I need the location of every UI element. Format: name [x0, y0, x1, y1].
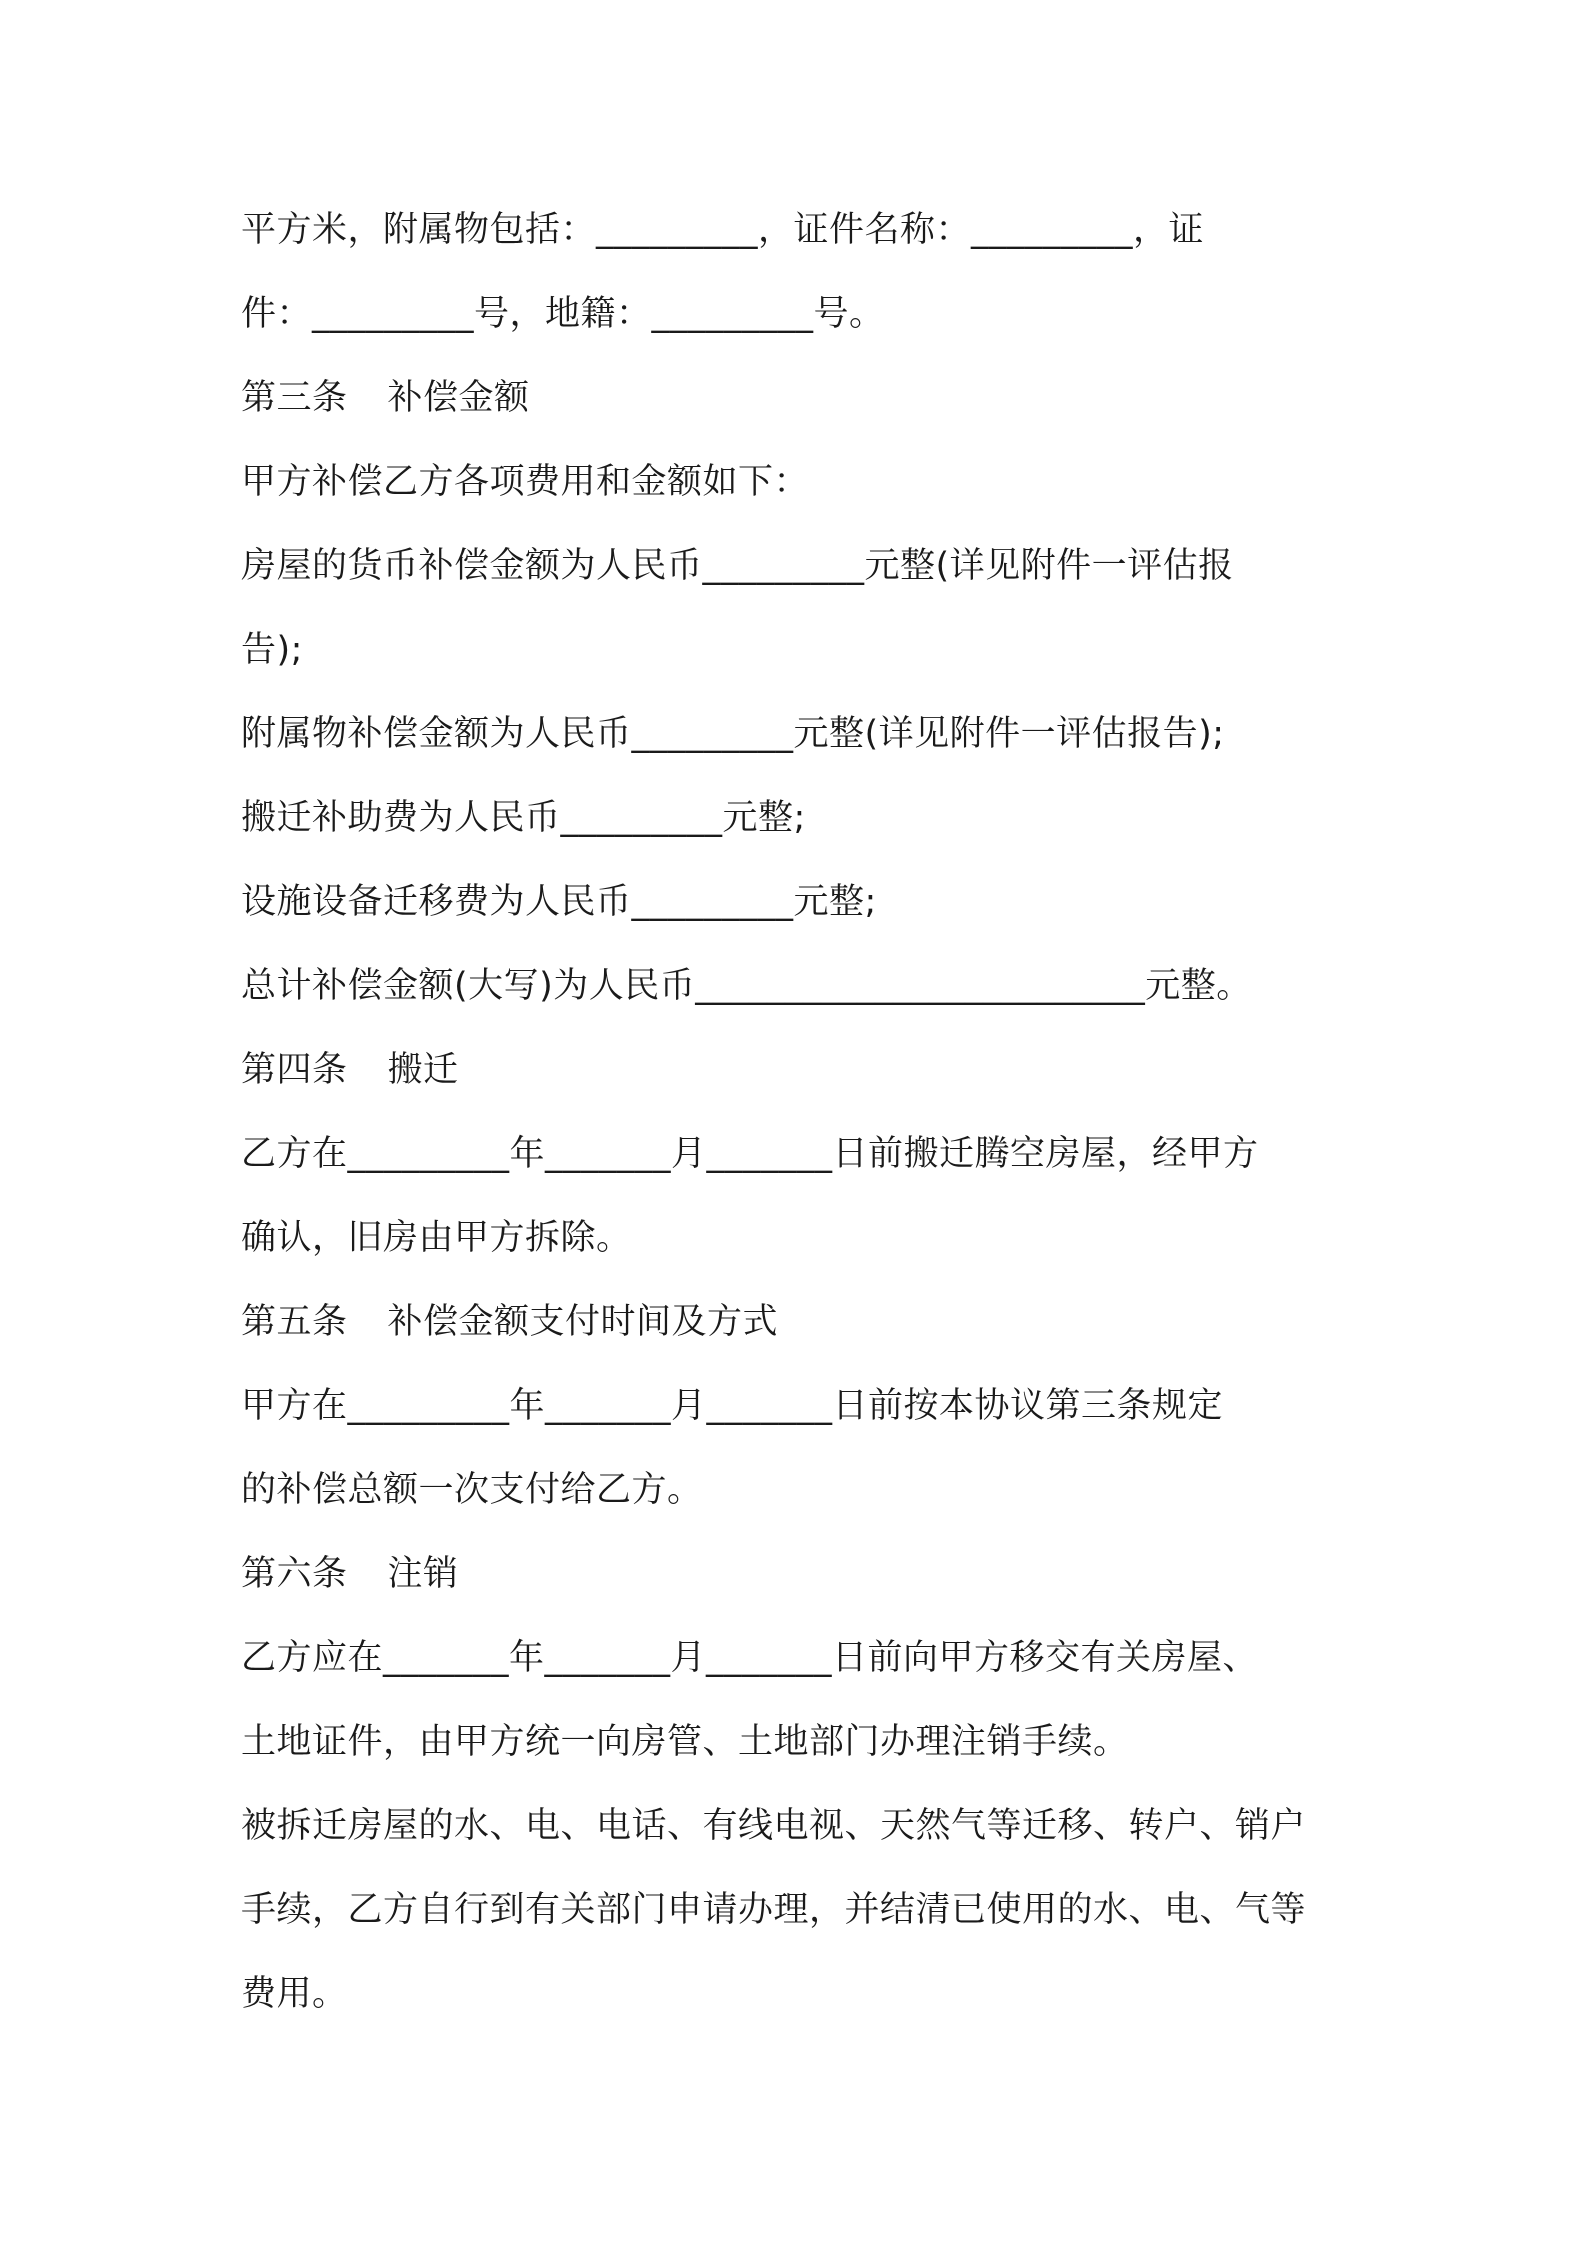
article-heading-6: [241, 1544, 459, 1604]
article-title: 注销: [387, 1554, 459, 1594]
text-line: 甲方在_________年_______月_______日前按本协议第三条规定: [241, 1386, 1224, 1426]
text-line: 搬迁补助费为人民币_________元整;: [241, 798, 806, 838]
article-number: 第四条: [241, 1050, 348, 1090]
text-line: 乙方应在_______年_______月_______日前向甲方移交有关房屋、: [241, 1638, 1259, 1678]
article-heading-3: [241, 368, 530, 428]
text-line: 乙方在_________年_______月_______日前搬迁腾空房屋，经甲方: [241, 1134, 1259, 1174]
article-number: 第五条: [241, 1302, 348, 1342]
text-line: 确认，旧房由甲方拆除。: [241, 1218, 632, 1258]
text-line: 平方米，附属物包括：_________，证件名称：_________，证: [241, 210, 1205, 250]
text-line: 土地证件，由甲方统一向房管、土地部门办理注销手续。: [241, 1722, 1129, 1762]
text-line: 设施设备迁移费为人民币_________元整;: [241, 882, 877, 922]
text-line: 告);: [241, 630, 303, 670]
text-line: 件：_________号，地籍：_________号。: [241, 294, 885, 334]
text-line: 费用。: [241, 1974, 348, 2014]
text-line: 甲方补偿乙方各项费用和金额如下：: [241, 462, 810, 502]
text-line: 房屋的货币补偿金额为人民币_________元整(详见附件一评估报: [241, 546, 1234, 586]
article-heading-4: [241, 1040, 459, 1100]
article-title: 搬迁: [387, 1050, 459, 1090]
text-line: 的补偿总额一次支付给乙方。: [241, 1470, 703, 1510]
article-title: 补偿金额支付时间及方式: [387, 1302, 779, 1342]
text-line: 手续，乙方自行到有关部门申请办理，并结清已使用的水、电、气等: [241, 1890, 1307, 1930]
text-line: 附属物补偿金额为人民币_________元整(详见附件一评估报告);: [241, 714, 1225, 754]
article-number: 第三条: [241, 378, 348, 418]
article-heading-5: [241, 1292, 778, 1352]
article-number: 第六条: [241, 1554, 348, 1594]
text-line: 被拆迁房屋的水、电、电话、有线电视、天然气等迁移、转户、销户: [241, 1806, 1307, 1846]
article-title: 补偿金额: [387, 378, 530, 418]
text-line: 总计补偿金额(大写)为人民币_________________________元整。: [241, 966, 1252, 1006]
